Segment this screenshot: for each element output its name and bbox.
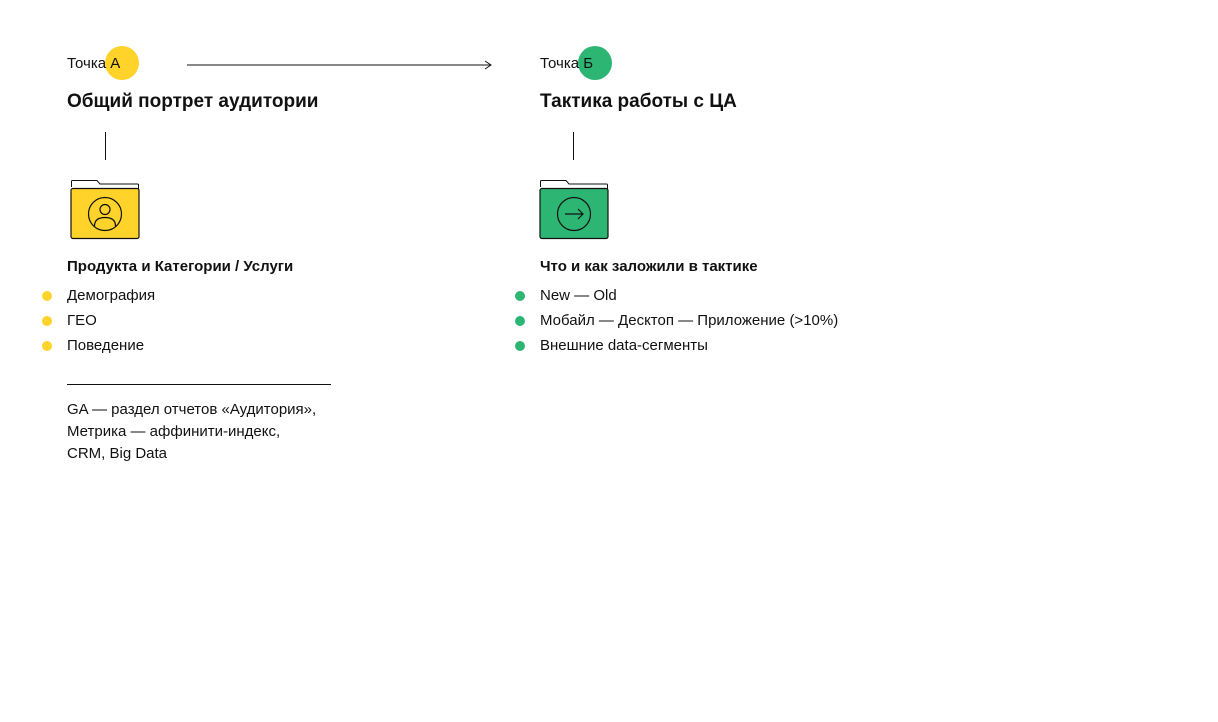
left-bullet-list [67, 283, 155, 358]
list-item [67, 283, 155, 308]
list-item [540, 333, 838, 358]
list-item [67, 333, 155, 358]
bullet-dot [515, 316, 525, 326]
left-sources [67, 399, 316, 465]
left-subtitle: Продукта и Категории / Услуги [67, 258, 294, 275]
bullet-dot [515, 291, 525, 301]
list-item-label: New — Old [540, 287, 617, 304]
bullet-dot [42, 316, 52, 326]
bullet-dot [515, 341, 525, 351]
source-line: Метрика — аффинити-индекс, [67, 423, 281, 440]
right-subtitle: Что и как заложили в тактике [540, 258, 758, 275]
bullet-dot [42, 341, 52, 351]
list-item [540, 283, 838, 308]
right-connector [573, 132, 574, 160]
user-folder-icon [70, 179, 140, 240]
list-item [540, 308, 838, 333]
list-item [67, 308, 155, 333]
list-item-label: Внешние data-сегменты [540, 337, 708, 354]
list-item-label: Поведение [67, 337, 145, 354]
right-title: Тактика работы с ЦА [540, 91, 737, 112]
flow-arrow [186, 58, 496, 72]
list-item-label: Демография [67, 287, 156, 304]
left-connector [105, 132, 106, 160]
list-item-label: ГЕО [67, 312, 97, 329]
left-divider [67, 384, 331, 385]
left-title: Общий портрет аудитории [67, 91, 319, 112]
point-b-label: Точка Б [540, 55, 594, 72]
right-bullet-list [540, 283, 838, 358]
bullet-dot [42, 291, 52, 301]
source-line: GA — раздел отчетов «Аудитория», [67, 401, 317, 418]
source-line: CRM, Big Data [67, 445, 168, 462]
point-a-label: Точка А [67, 55, 121, 72]
list-item-label: Мобайл — Десктоп — Приложение (>10%) [540, 312, 839, 329]
arrow-folder-icon [539, 179, 609, 240]
